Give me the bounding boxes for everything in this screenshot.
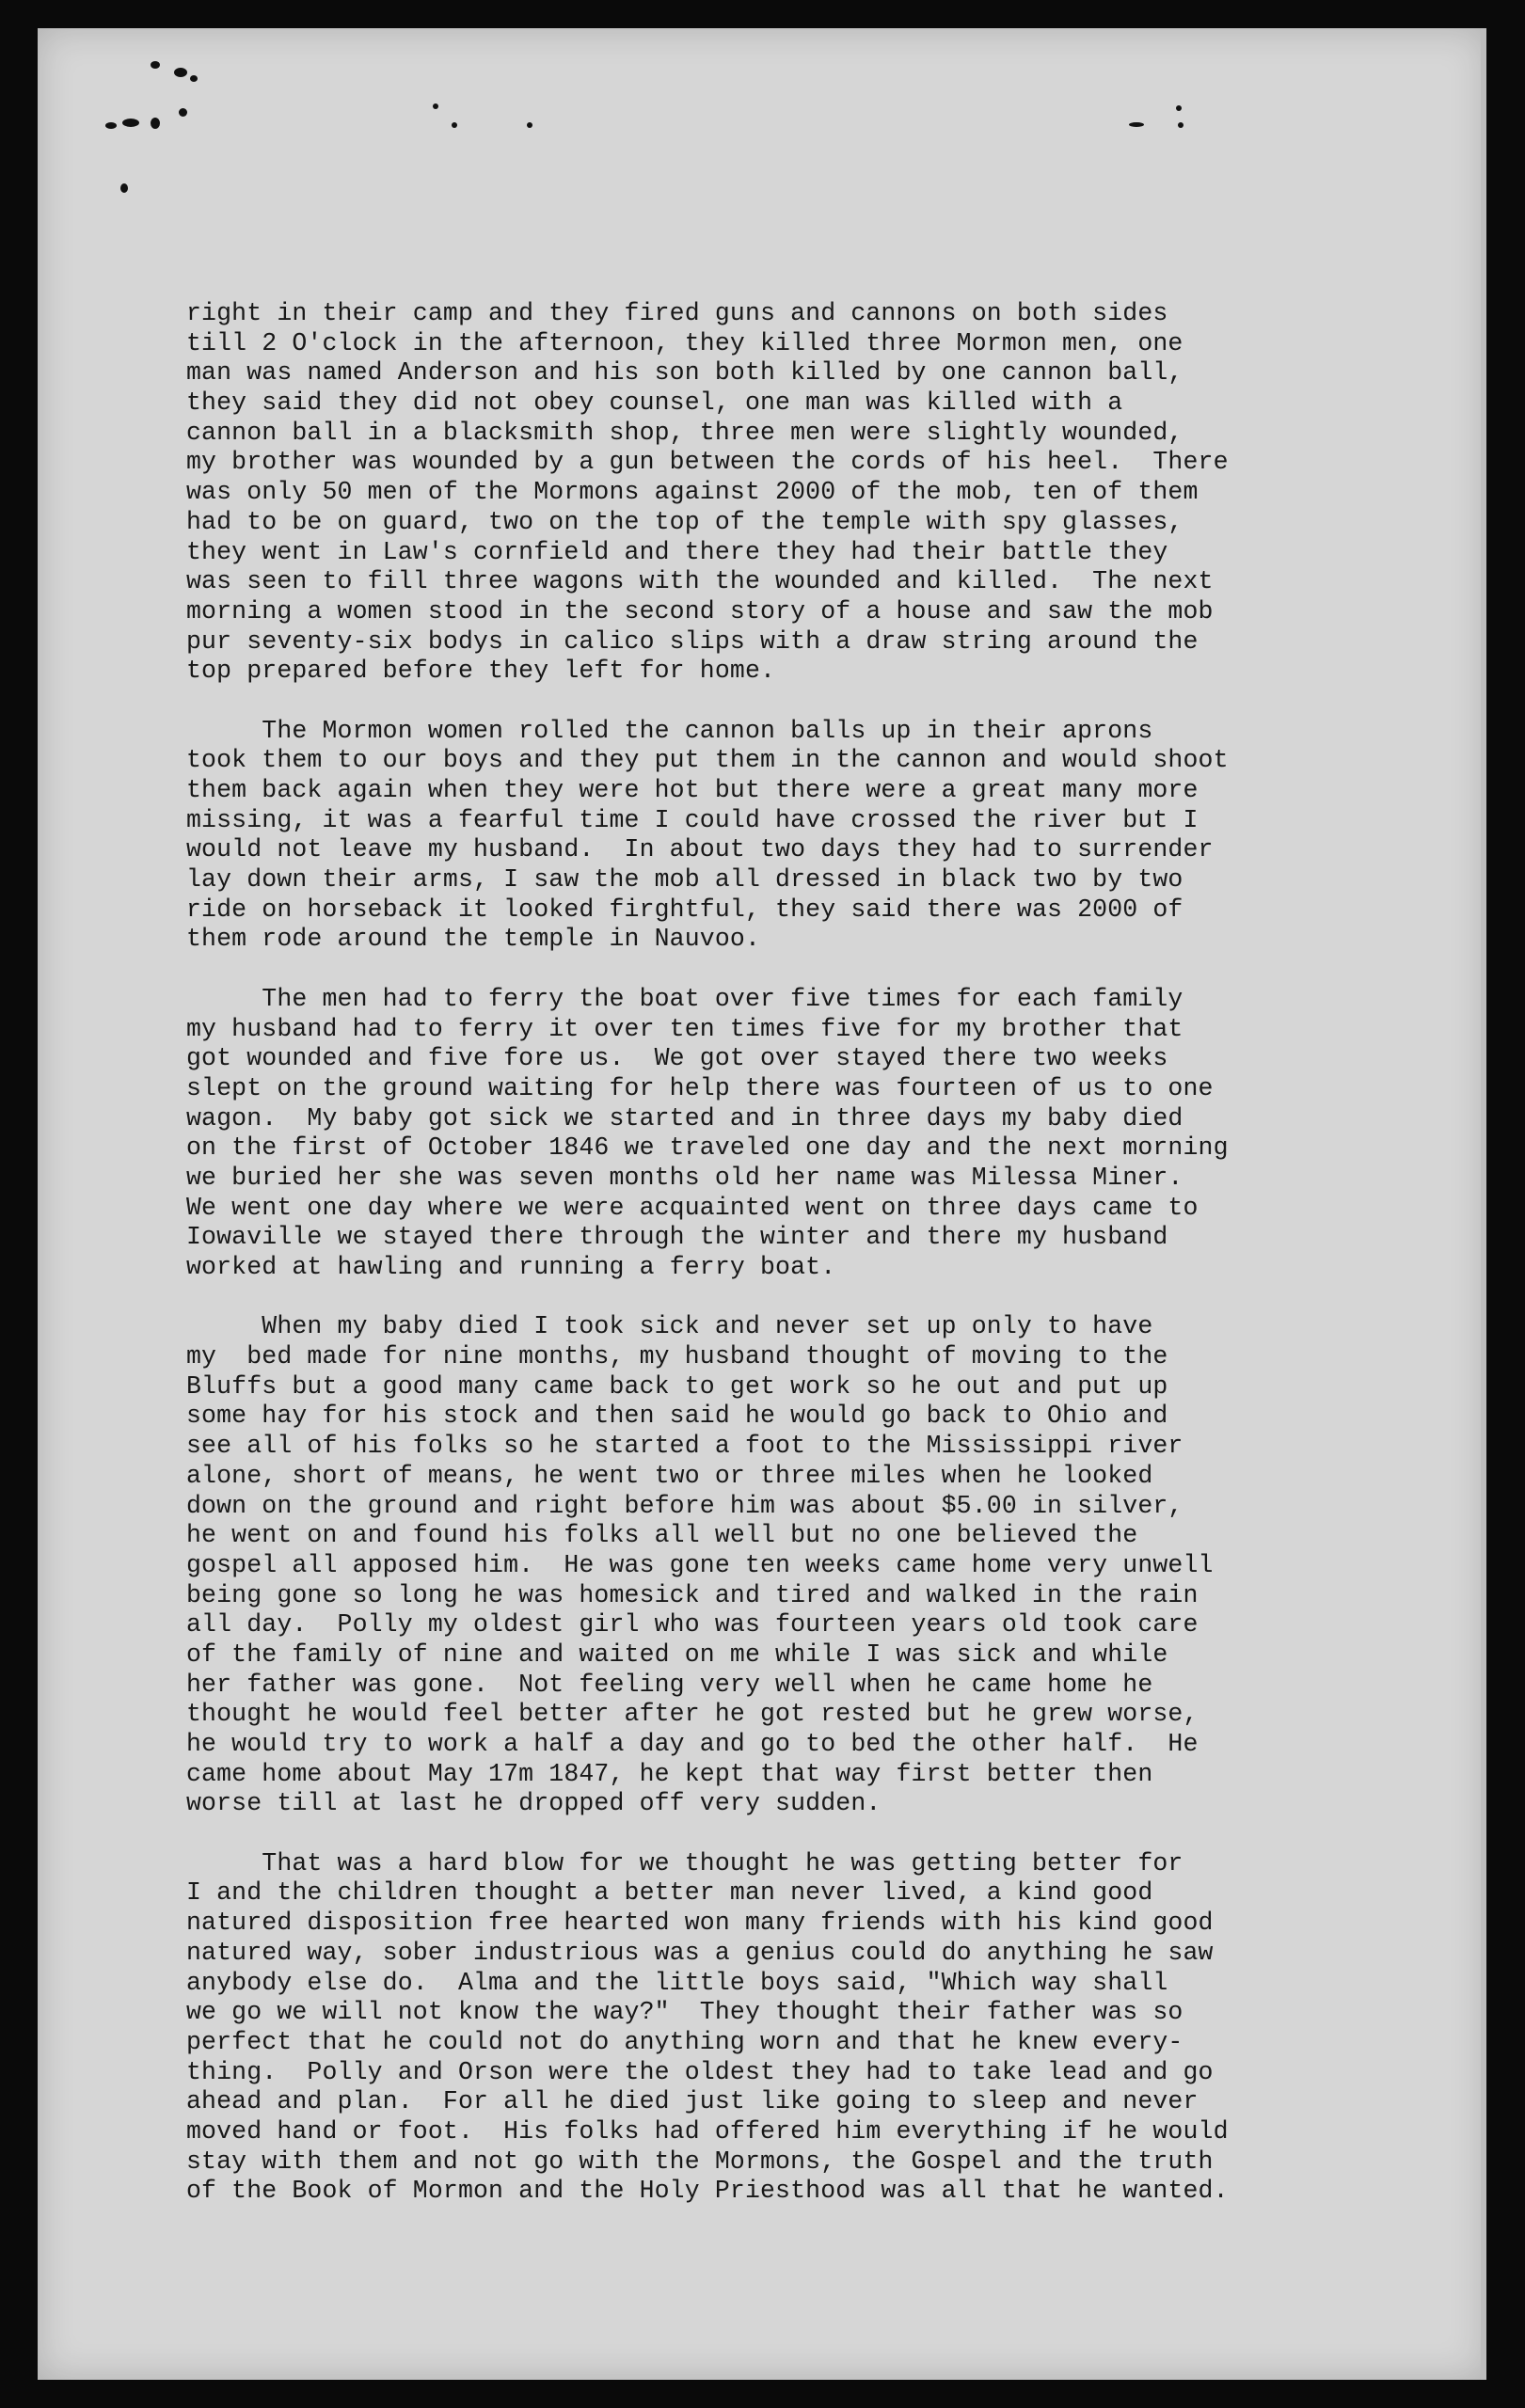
text-line: down on the ground and right before him was about $5.00 in silver, bbox=[186, 1491, 1183, 1520]
text-line: The Mormon women rolled the cannon balls up in their aprons bbox=[186, 716, 1153, 745]
text-line: alone, short of means, he went two or three miles when he looked bbox=[186, 1461, 1153, 1490]
text-line: was seen to fill three wagons with the wounded and killed. The next bbox=[186, 567, 1214, 596]
page-edge bbox=[1481, 28, 1486, 2380]
text-line: ahead and plan. For all he died just like going to sleep and never bbox=[186, 2087, 1199, 2116]
text-line: he went on and found his folks all well but no one believed the bbox=[186, 1521, 1138, 1550]
ink-speck bbox=[527, 122, 532, 128]
ink-speck bbox=[190, 75, 198, 82]
text-line: gospel all apposed him. He was gone ten weeks came home very unwell bbox=[186, 1550, 1214, 1579]
text-line: my brother was wounded by a gun between the cords of his heel. There bbox=[186, 448, 1229, 477]
text-line: right in their camp and they fired guns and cannons on both sides bbox=[186, 299, 1168, 327]
ink-speck bbox=[179, 108, 187, 117]
paragraph bbox=[186, 299, 1400, 687]
text-line: That was a hard blow for we thought he was getting better for bbox=[186, 1848, 1183, 1877]
text-line: cannon ball in a blacksmith shop, three men were slightly wounded, bbox=[186, 418, 1183, 447]
text-line: them back again when they were hot but there were a great many more bbox=[186, 776, 1199, 804]
text-line: would not leave my husband. In about two days they had to surrender bbox=[186, 835, 1214, 864]
text-line: had to be on guard, two on the top of the temple with spy glasses, bbox=[186, 507, 1183, 536]
ink-speck bbox=[151, 118, 160, 129]
text-line: thing. Polly and Orson were the oldest they had to take lead and go bbox=[186, 2057, 1214, 2086]
text-line: thought he would feel better after he got rested but he grew worse, bbox=[186, 1700, 1199, 1729]
text-line: my husband had to ferry it over ten times five for my brother that bbox=[186, 1014, 1183, 1043]
text-line: pur seventy-six bodys in calico slips with a draw string around the bbox=[186, 626, 1199, 656]
ink-speck bbox=[174, 68, 187, 77]
text-line: The men had to ferry the boat over five times for each family bbox=[186, 984, 1183, 1013]
text-line: stay with them and not go with the Mormons, the Gospel and the truth bbox=[186, 2147, 1214, 2176]
text-line: Iowaville we stayed there through the winter and there my husband bbox=[186, 1223, 1168, 1252]
ink-speck bbox=[105, 122, 117, 129]
document-body bbox=[186, 299, 1400, 2237]
ink-speck bbox=[433, 103, 438, 109]
ink-speck bbox=[1129, 122, 1144, 127]
text-line: on the first of October 1846 we traveled one day and the next morning bbox=[186, 1133, 1229, 1163]
paragraph bbox=[186, 1312, 1400, 1819]
text-line: of the Book of Mormon and the Holy Priesthood was all that he wanted. bbox=[186, 2177, 1229, 2206]
text-line: I and the children thought a better man never lived, a kind good bbox=[186, 1878, 1153, 1908]
text-line: of the family of nine and waited on me while I was sick and while bbox=[186, 1640, 1168, 1669]
text-line: man was named Anderson and his son both killed by one cannon ball, bbox=[186, 358, 1183, 388]
text-line: see all of his folks so he started a foot to the Mississippi river bbox=[186, 1432, 1183, 1461]
text-line: worked at hawling and running a ferry boat. bbox=[186, 1253, 836, 1281]
ink-speck bbox=[122, 119, 139, 127]
text-line: got wounded and five fore us. We got over stayed there two weeks bbox=[186, 1044, 1168, 1073]
text-line: all day. Polly my oldest girl who was fourteen years old took care bbox=[186, 1610, 1199, 1640]
text-line: was only 50 men of the Mormons against 2000 of the mob, ten of them bbox=[186, 478, 1199, 507]
text-line: anybody else do. Alma and the little boys said, "Which way shall bbox=[186, 1968, 1168, 1997]
text-line: they went in Law's cornfield and there they had their battle they bbox=[186, 537, 1168, 566]
paragraph bbox=[186, 985, 1400, 1283]
text-line: some hay for his stock and then said he would go back to Ohio and bbox=[186, 1402, 1168, 1431]
text-line: being gone so long he was homesick and tired and walked in the rain bbox=[186, 1580, 1199, 1609]
text-line: natured way, sober industrious was a genius could do anything he saw bbox=[186, 1938, 1214, 1967]
text-line: them rode around the temple in Nauvoo. bbox=[186, 925, 760, 954]
text-line: my bed made for nine months, my husband thought of moving to the bbox=[186, 1342, 1168, 1371]
ink-speck bbox=[1178, 122, 1183, 128]
text-line: we buried her she was seven months old her name was Milessa Miner. bbox=[186, 1163, 1183, 1192]
text-line: natured disposition free hearted won many friends with his kind good bbox=[186, 1909, 1214, 1938]
text-line: took them to our boys and they put them in the cannon and would shoot bbox=[186, 746, 1229, 775]
text-line: lay down their arms, I saw the mob all dressed in black two by two bbox=[186, 865, 1183, 895]
text-line: ride on horseback it looked firghtful, they said there was 2000 of bbox=[186, 895, 1183, 924]
text-line: top prepared before they left for home. bbox=[186, 657, 776, 686]
text-line: slept on the ground waiting for help there was fourteen of us to one bbox=[186, 1073, 1214, 1102]
ink-speck bbox=[151, 61, 160, 69]
paragraph bbox=[186, 717, 1400, 956]
text-line: Bluffs but a good many came back to get work so he out and put up bbox=[186, 1371, 1168, 1401]
text-line: till 2 O'clock in the afternoon, they killed three Mormon men, one bbox=[186, 328, 1183, 357]
ink-speck bbox=[1176, 105, 1182, 111]
ink-speck bbox=[452, 122, 457, 128]
text-line: he would try to work a half a day and go to bed the other half. He bbox=[186, 1730, 1199, 1758]
ink-speck bbox=[120, 183, 128, 193]
text-line: morning a women stood in the second story of a house and saw the mob bbox=[186, 596, 1214, 626]
text-line: wagon. My baby got sick we started and in three days my baby died bbox=[186, 1103, 1183, 1133]
text-line: moved hand or foot. His folks had offered him everything if he would bbox=[186, 2116, 1229, 2146]
text-line: worse till at last he dropped off very sudden. bbox=[186, 1789, 882, 1818]
text-line: came home about May 17m 1847, he kept that way first better then bbox=[186, 1759, 1153, 1788]
text-line: When my baby died I took sick and never set up only to have bbox=[186, 1312, 1153, 1341]
text-line: her father was gone. Not feeling very well when he came home he bbox=[186, 1670, 1153, 1699]
typed-page bbox=[38, 28, 1486, 2380]
text-line: perfect that he could not do anything worn and that he knew every- bbox=[186, 2027, 1183, 2056]
text-line: We went one day where we were acquainted went on three days came to bbox=[186, 1193, 1199, 1222]
text-line: they said they did not obey counsel, one man was killed with a bbox=[186, 388, 1123, 418]
paragraph bbox=[186, 1849, 1400, 2207]
text-line: we go we will not know the way?" They thought their father was so bbox=[186, 1998, 1183, 2027]
text-line: missing, it was a fearful time I could have crossed the river but I bbox=[186, 805, 1199, 834]
